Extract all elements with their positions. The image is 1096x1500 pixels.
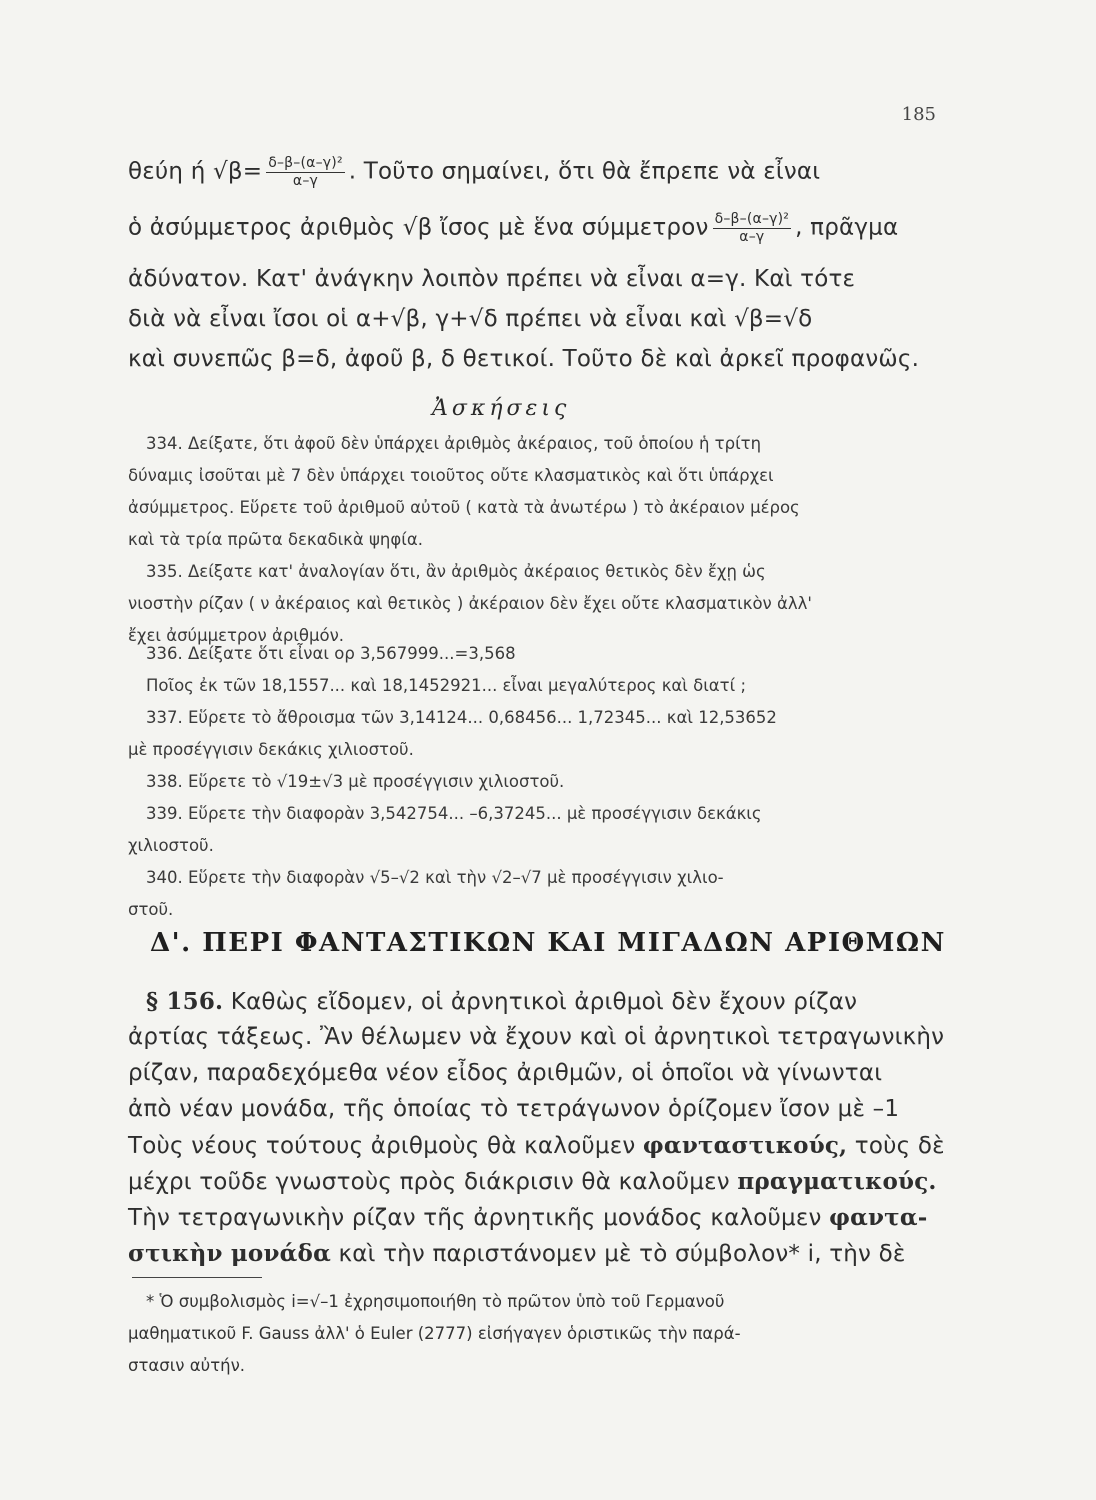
term-imaginary: φανταστικούς, bbox=[642, 1132, 848, 1159]
exercise-line: χιλιοστοῦ. bbox=[128, 836, 214, 855]
footnote-line-2: μαθηματικοῦ F. Gauss ἀλλ' ὁ Euler (2777) εἰσήγαγεν ὁριστικῶς τὴν παρά- bbox=[128, 1324, 741, 1343]
section-line-4: ἀπὸ νέαν μονάδα, τῆς ὁποίας τὸ τετράγωνον ὁρίζομεν ἴσον μὲ –1 bbox=[128, 1096, 900, 1122]
term-imaginary-unit-part2: στικὴν μονάδα bbox=[128, 1240, 331, 1267]
main-line-1 bbox=[128, 156, 820, 188]
main-line-2 bbox=[128, 212, 898, 244]
term-imaginary-unit-part1: φαντα- bbox=[829, 1204, 928, 1231]
main-line-2-start: ὁ ἀσύμμετρος ἀριθμὸς √β ἴσος μὲ ἕνα σύμμετρον bbox=[128, 214, 709, 241]
section-line-8 bbox=[128, 1240, 906, 1267]
section-line-1 bbox=[146, 988, 857, 1015]
section-line-7 bbox=[128, 1204, 927, 1231]
section-line-3: ρίζαν, παραδεχόμεθα νέον εἶδος ἀριθμῶν, οἱ ὁποῖοι νὰ γίνωνται bbox=[128, 1060, 883, 1086]
exercise-line: νιοστὴν ρίζαν ( ν ἀκέραιος καὶ θετικὸς ) ἀκέραιον δὲν ἔχει οὔτε κλασματικὸν ἀλλ' bbox=[128, 594, 812, 613]
section-line-5-end: τοὺς δὲ bbox=[854, 1133, 945, 1159]
main-line-4: διὰ νὰ εἶναι ἴσοι οἱ α+√β, γ+√δ πρέπει νὰ εἶναι καὶ √β=√δ bbox=[128, 306, 813, 332]
exercise-line: 334. Δείξατε, ὅτι ἀφοῦ δὲν ὑπάρχει ἀριθμὸς ἀκέραιος, τοῦ ὁποίου ἡ τρίτη bbox=[146, 434, 762, 453]
exercise-line: 336. Δείξατε ὅτι εἶναι ορ 3,567999...=3,568 bbox=[146, 644, 516, 663]
footnote-line-1: * Ὁ συμβολισμὸς i=√–1 ἐχρησιμοποιήθη τὸ πρῶτον ὑπὸ τοῦ Γερμανοῦ bbox=[146, 1292, 725, 1311]
fraction-2-denominator: α–γ bbox=[739, 228, 765, 245]
footnote-line-3: στασιν αὐτήν. bbox=[128, 1356, 246, 1375]
footnote-rule bbox=[132, 1277, 262, 1278]
section-line-5 bbox=[128, 1132, 945, 1159]
fraction-2-numerator: δ–β–(α–γ)² bbox=[714, 211, 790, 227]
exercise-line: καὶ τὰ τρία πρῶτα δεκαδικὰ ψηφία. bbox=[128, 530, 423, 549]
exercise-line: Ποῖος ἐκ τῶν 18,1557... καὶ 18,1452921... εἶναι μεγαλύτερος καὶ διατί ; bbox=[146, 676, 747, 695]
main-line-1-start: θεύη ή √β= bbox=[128, 158, 263, 185]
chapter-title: Δ'. ΠΕΡΙ ΦΑΝΤΑΣΤΙΚΩΝ ΚΑΙ ΜΙΓΑΔΩΝ ΑΡΙΘΜΩΝ bbox=[150, 928, 946, 958]
exercise-line: δύναμις ἰσοῦται μὲ 7 δὲν ὑπάρχει τοιοῦτος οὔτε κλασματικὸς καὶ ὅτι ὑπάρχει bbox=[128, 466, 774, 485]
exercise-line: στοῦ. bbox=[128, 900, 174, 919]
exercise-line: 337. Εὕρετε τὸ ἄθροισμα τῶν 3,14124... 0,68456... 1,72345... καὶ 12,53652 bbox=[146, 708, 777, 727]
exercise-line: 339. Εὕρετε τὴν διαφορὰν 3,542754... –6,37245... μὲ προσέγγισιν δεκάκις bbox=[146, 804, 762, 823]
section-line-1-text: Καθὼς εἴδομεν, οἱ ἀρνητικοὶ ἀριθμοὶ δὲν ἔχουν ρίζαν bbox=[230, 989, 858, 1015]
section-line-8-end: καὶ τὴν παριστάνομεν μὲ τὸ σύμβολον* i, τὴν δὲ bbox=[338, 1241, 906, 1267]
exercise-line: ἔχει ἀσύμμετρον ἀριθμόν. bbox=[128, 626, 345, 645]
section-line-7-start: Τὴν τετραγωνικὴν ρίζαν τῆς ἀρνητικῆς μονάδος καλοῦμεν bbox=[128, 1205, 822, 1231]
section-line-6-start: μέχρι τοῦδε γνωστοὺς πρὸς διάκρισιν θὰ καλοῦμεν bbox=[128, 1169, 730, 1195]
section-line-2: ἀρτίας τάξεως. Ἂν θέλωμεν νὰ ἔχουν καὶ οἱ ἀρνητικοὶ τετραγωνικὴν bbox=[128, 1024, 945, 1050]
exercise-line: ἀσύμμετρος. Εὕρετε τοῦ ἀριθμοῦ αὐτοῦ ( κατὰ τὰ ἀνωτέρω ) τὸ ἀκέραιον μέρος bbox=[128, 498, 800, 517]
section-symbol: § 156. bbox=[146, 988, 224, 1015]
fraction-1 bbox=[266, 156, 345, 188]
section-line-6 bbox=[128, 1168, 937, 1195]
exercises-heading: Ἀσκήσεις bbox=[432, 396, 571, 421]
term-real: πραγματικούς. bbox=[737, 1168, 937, 1195]
main-line-1-end: . Τοῦτο σημαίνει, ὅτι θὰ ἔπρεπε νὰ εἶναι bbox=[348, 158, 821, 185]
section-line-5-start: Τοὺς νέους τούτους ἀριθμοὺς θὰ καλοῦμεν bbox=[128, 1133, 636, 1159]
exercise-line: 338. Εὕρετε τὸ √19±√3 μὲ προσέγγισιν χιλιοστοῦ. bbox=[146, 772, 565, 791]
main-line-3: ἀδύνατον. Κατ' ἀνάγκην λοιπὸν πρέπει νὰ εἶναι α=γ. Καὶ τότε bbox=[128, 266, 856, 292]
exercise-line: μὲ προσέγγισιν δεκάκις χιλιοστοῦ. bbox=[128, 740, 414, 759]
fraction-2 bbox=[713, 212, 792, 244]
main-line-2-end: , πρᾶγμα bbox=[795, 214, 899, 241]
page-number: 185 bbox=[901, 104, 936, 125]
exercise-line: 340. Εὕρετε τὴν διαφορὰν √5–√2 καὶ τὴν √2–√7 μὲ προσέγγισιν χιλιο- bbox=[146, 868, 724, 887]
exercise-line: 335. Δείξατε κατ' ἀναλογίαν ὅτι, ἂν ἀριθμὸς ἀκέραιος θετικὸς δὲν ἔχῃ ὡς bbox=[146, 562, 766, 581]
main-line-5: καὶ συνεπῶς β=δ, ἀφοῦ β, δ θετικοί. Τοῦτο δὲ καὶ ἀρκεῖ προφανῶς. bbox=[128, 346, 920, 372]
fraction-1-numerator: δ–β–(α–γ)² bbox=[268, 155, 343, 171]
fraction-1-denominator: α–γ bbox=[292, 172, 319, 189]
